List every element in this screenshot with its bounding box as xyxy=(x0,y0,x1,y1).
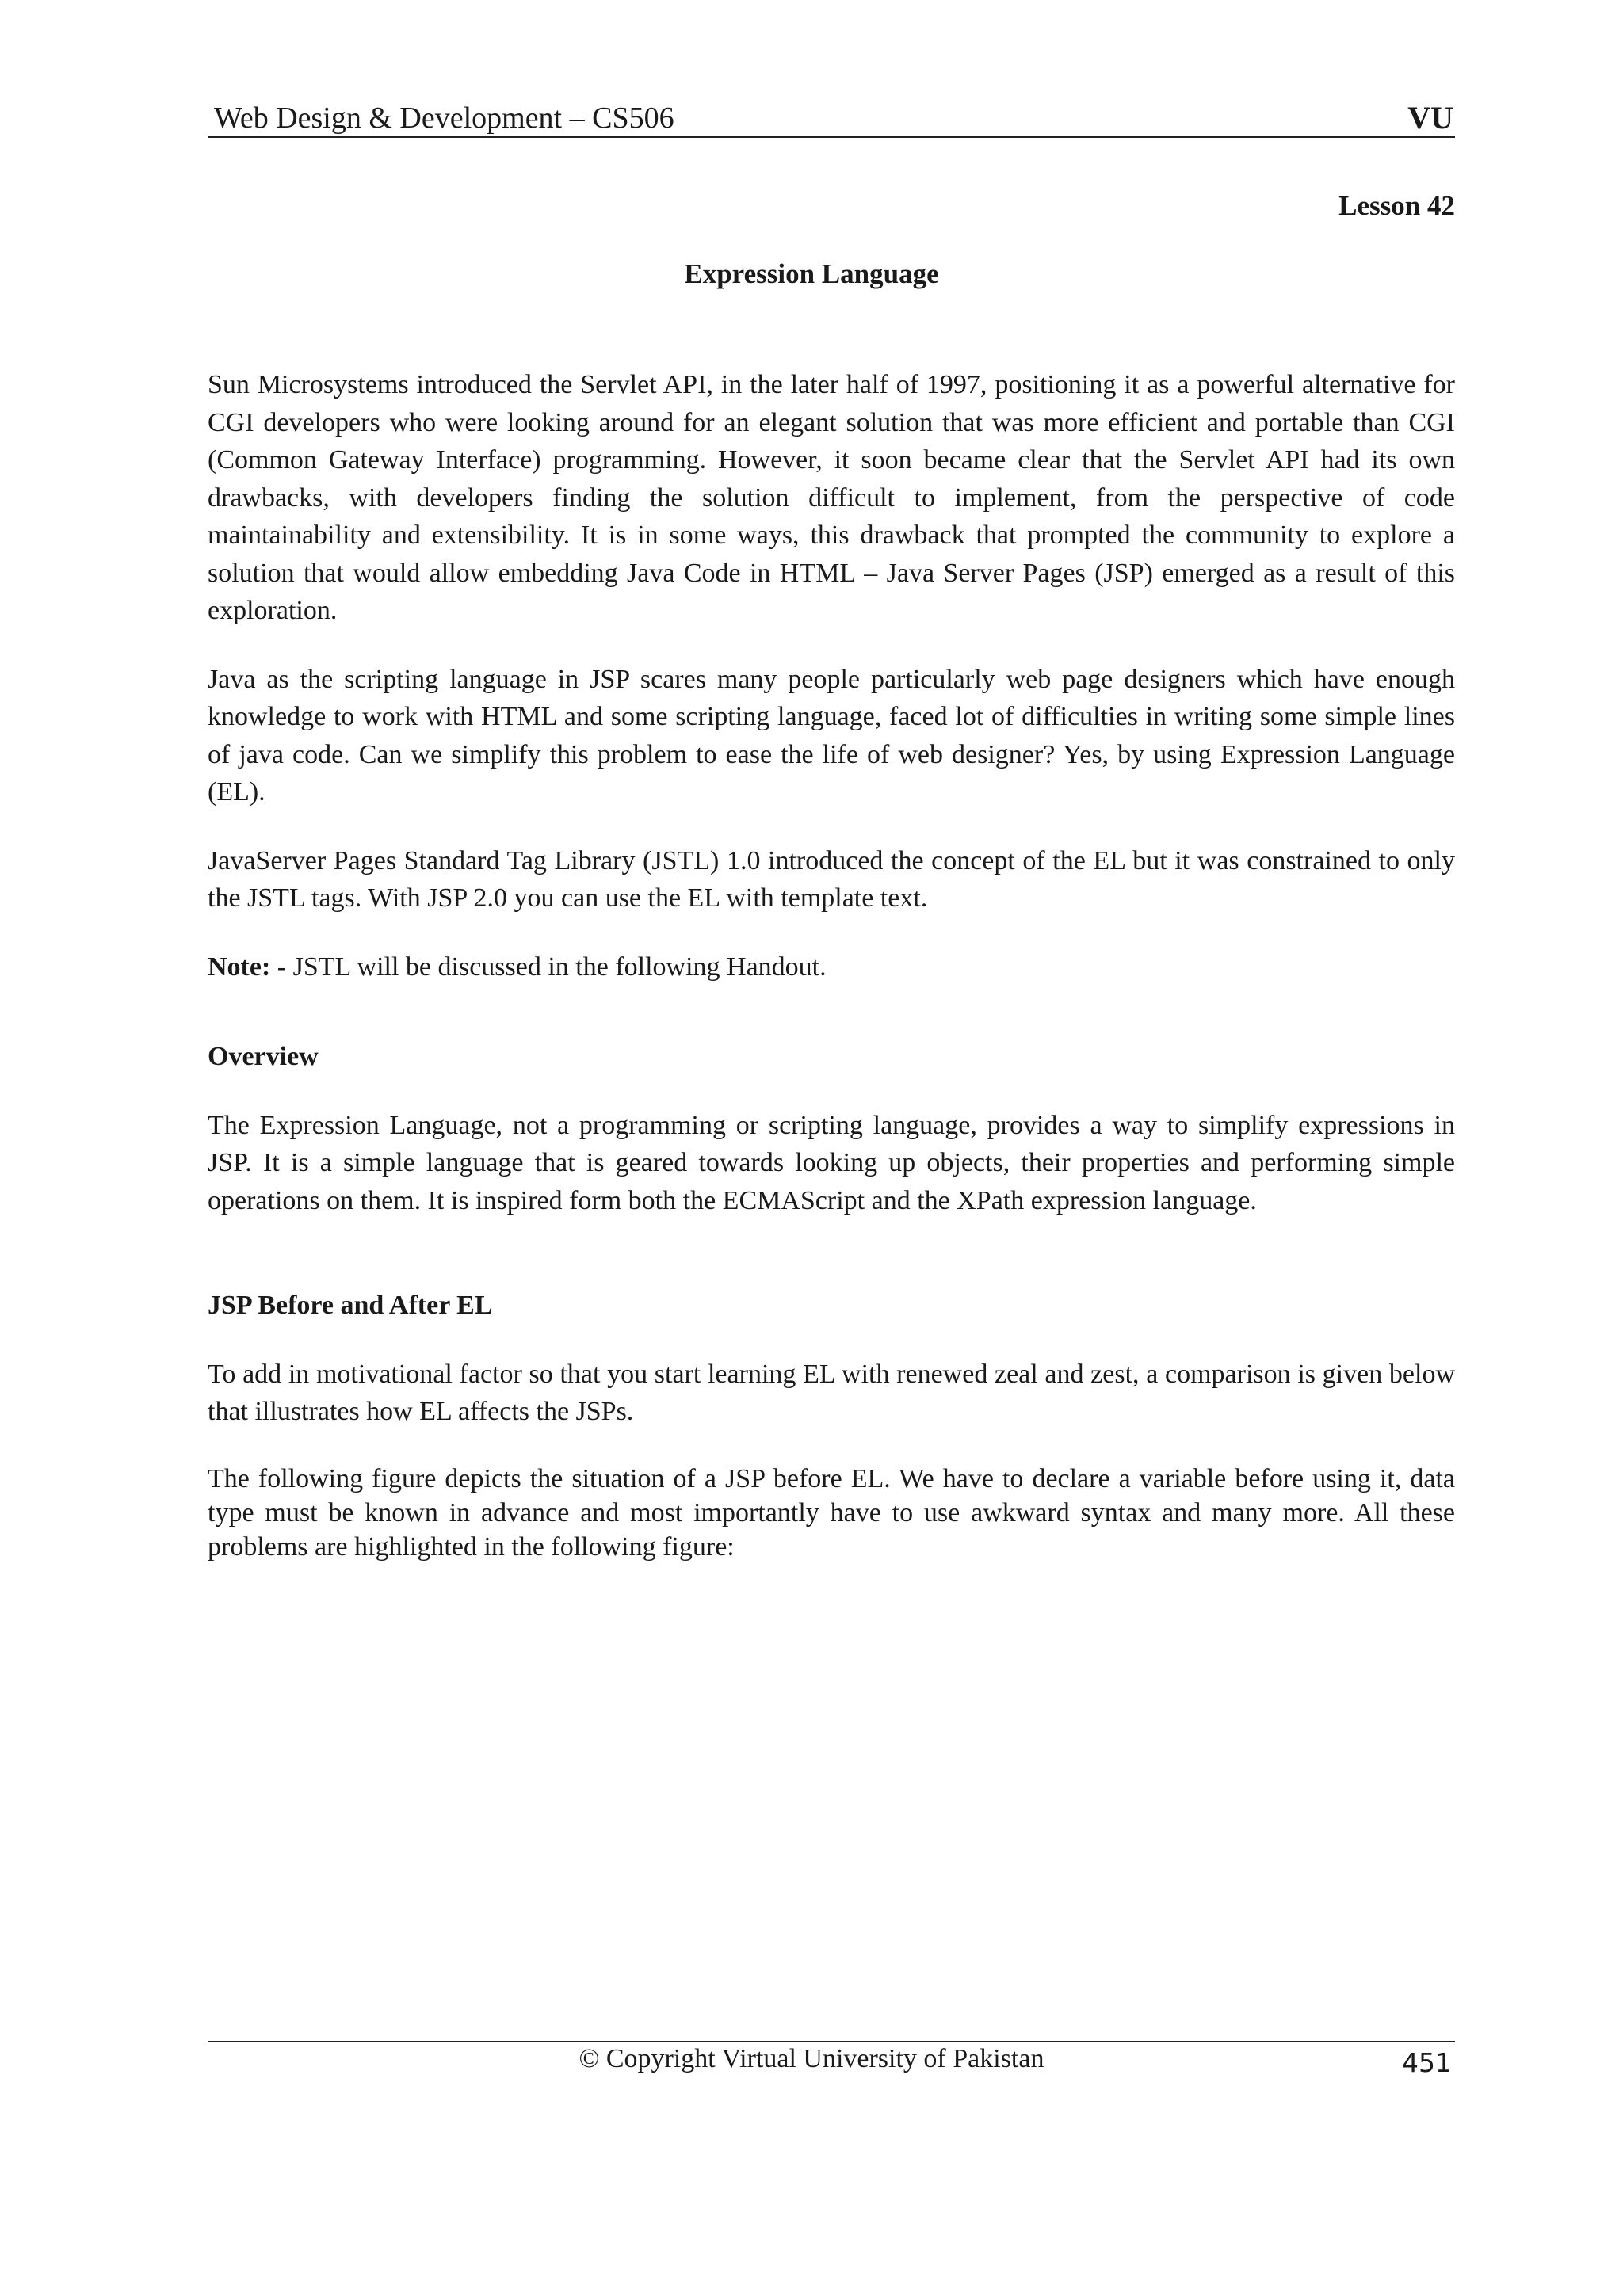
overview-paragraph: The Expression Language, not a programming or scripting language, provides a way to simplify expressions in JSP. It is a simple language that is geared towards looking up objects, their properties and performing simple operations on them. It is inspired form both the ECMAScript and the XPath expression language. xyxy=(208,1110,1455,1215)
paragraph-java-scripting: Java as the scripting language in JSP scares many people particularly web page designers which have enough knowledge to work with HTML and some scripting language, faced lot of difficulties in writing some simple lines of java code. Can we simplify this problem to ease the life of web designer? Yes, by using Expression Language (EL). xyxy=(208,664,1455,807)
document-body xyxy=(208,366,1455,1564)
page-title: Expression Language xyxy=(684,258,939,289)
before-after-heading: JSP Before and After EL xyxy=(208,1291,493,1320)
paragraph-intro: Sun Microsystems introduced the Servlet API, in the later half of 1997, positioning it as a powerful alternative for CGI developers who were looking around for an elegant solution that was more efficient and portable than CGI (Common Gateway Interface) programming. However, it soon became clear that the Servlet API had its own drawbacks, with developers finding the solution difficult to implement, from the perspective of code maintainability and extensibility. It is in some ways, this drawback that prompted the community to explore a solution that would allow embedding Java Code in HTML – Java Server Pages (JSP) emerged as a result of this exploration. xyxy=(208,370,1455,625)
footer-divider xyxy=(208,2041,1455,2042)
page-header xyxy=(208,97,1455,138)
lesson-number: Lesson 42 xyxy=(1338,190,1455,221)
note-paragraph xyxy=(208,948,1455,986)
page-number: 451 xyxy=(1402,2047,1452,2078)
paragraph-jstl: JavaServer Pages Standard Tag Library (JSTL) 1.0 introduced the concept of the EL but it was constrained to only the JSTL tags. With JSP 2.0 you can use the EL with template text. xyxy=(208,845,1455,913)
note-text: - JSTL will be discussed in the following Handout. xyxy=(270,952,827,982)
before-after-paragraph-2: The following figure depicts the situation of a JSP before EL. We have to declare a variable before using it, data type must be known in advance and most importantly have to use awkward syntax and many more. All these problems are highlighted in the following figure: xyxy=(208,1463,1455,1562)
course-title: Web Design & Development – CS506 xyxy=(214,101,674,135)
footer-copyright: © Copyright Virtual University of Pakistan xyxy=(579,2044,1044,2073)
institution-label: VU xyxy=(1407,100,1453,135)
before-after-paragraph-1: To add in motivational factor so that you start learning EL with renewed zeal and zest, a comparison is given below that illustrates how EL affects the JSPs. xyxy=(208,1359,1455,1426)
overview-heading: Overview xyxy=(208,1042,319,1071)
note-label: Note: xyxy=(208,952,271,982)
